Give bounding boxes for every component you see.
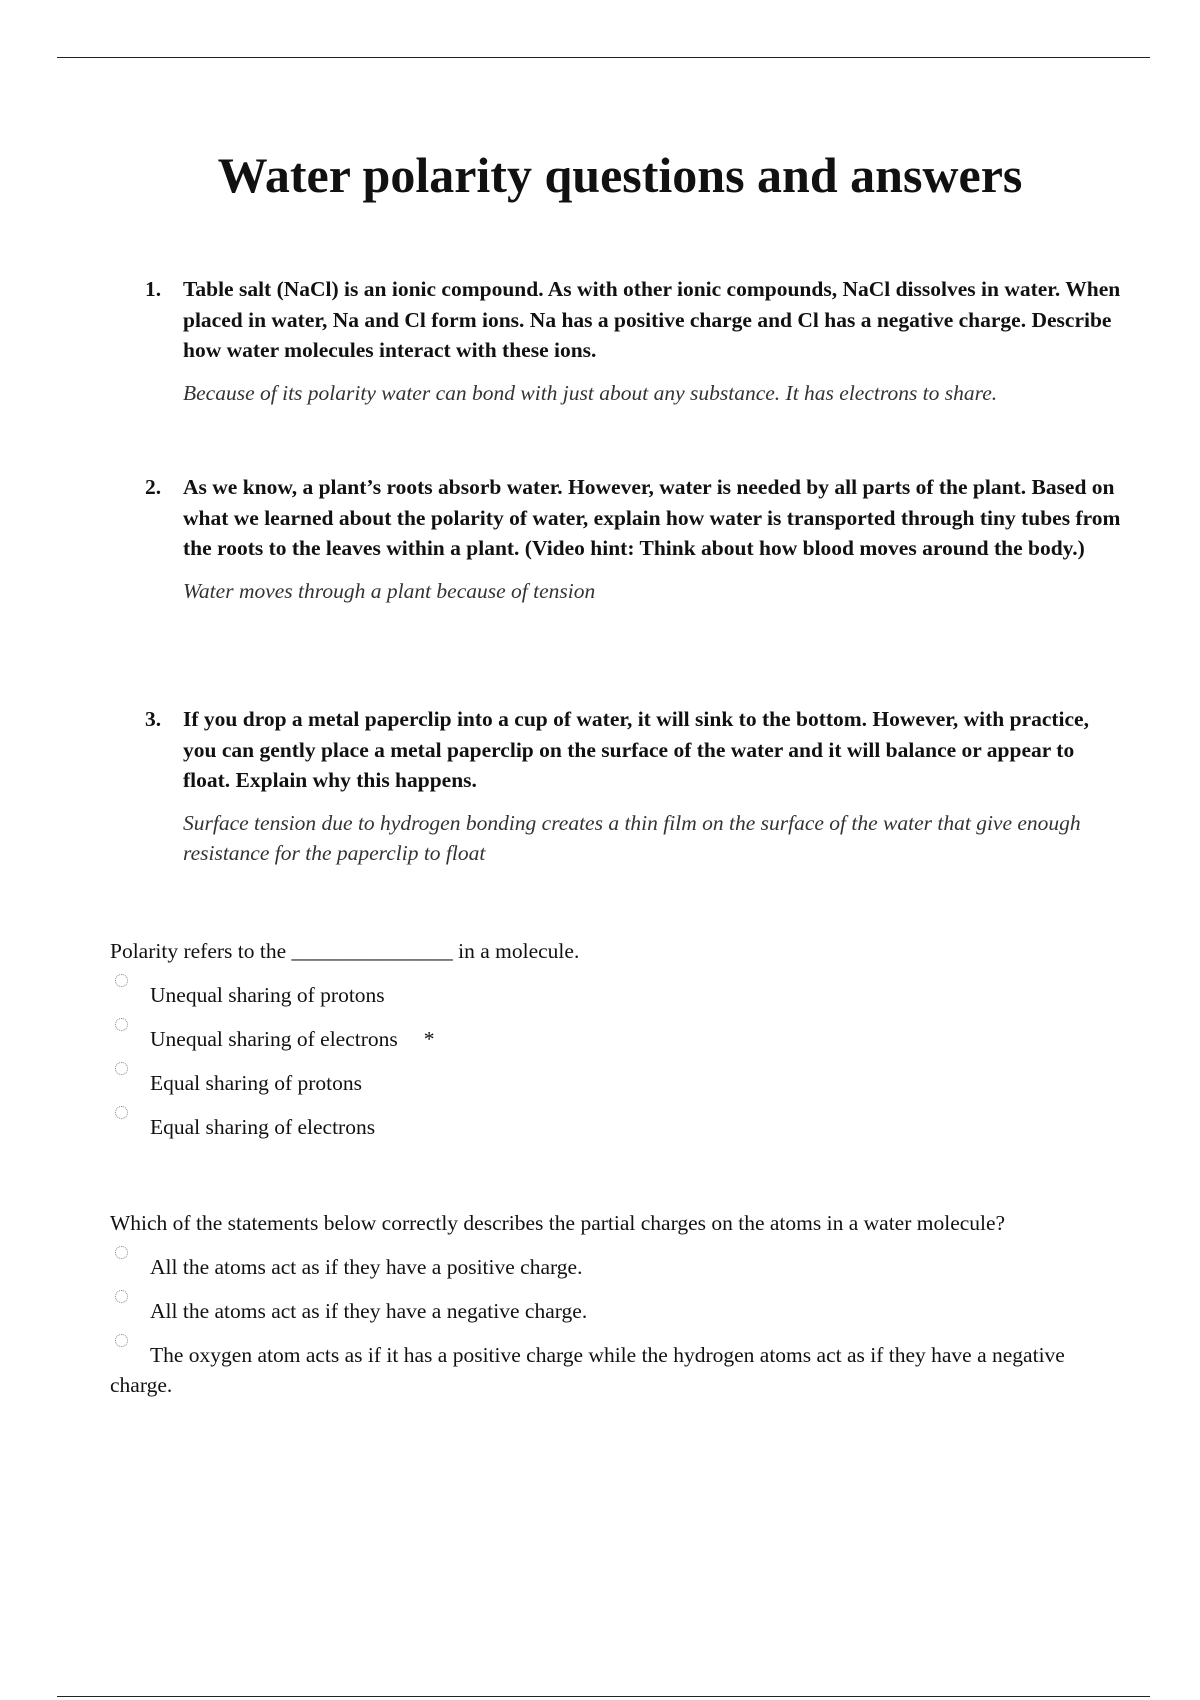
mc-option[interactable]: Unequal sharing of electrons * [110,1024,1130,1054]
radio-button[interactable] [115,974,128,987]
page-title: Water polarity questions and answers [217,147,1023,203]
question-number: 2. [145,475,162,499]
mc-option[interactable]: Unequal sharing of protons [110,980,1130,1010]
question-number: 1. [145,277,162,301]
multiple-choice-1 [110,936,1130,1142]
answer-text: Water moves through a plant because of tension [183,578,596,603]
multiple-choice-2 [110,1208,1130,1400]
radio-button[interactable] [115,1062,128,1075]
mc-prompt: Which of the statements below correctly describes the partial charges on the atoms in a water molecule? [110,1211,1006,1235]
radio-button[interactable] [115,1106,128,1119]
question-text: If you drop a metal paperclip into a cup of water, it will sink to the bottom. However, with practice, you can gently place a metal paperclip on the surface of the water and it will balance or appear to float. Explain why this happens. [183,707,1089,792]
mc-option[interactable]: Equal sharing of electrons [110,1112,1130,1142]
radio-button[interactable] [115,1018,128,1031]
mc-option[interactable]: The oxygen atom acts as if it has a positive charge while the hydrogen atoms act as if they have a negative charge. [110,1340,1130,1400]
bottom-rule [57,1696,1150,1697]
correct-answer-mark: * [423,1027,435,1051]
radio-button[interactable] [115,1246,128,1259]
question-text: Table salt (NaCl) is an ionic compound. As with other ionic compounds, NaCl dissolves in water. When placed in water, Na and Cl form ions. Na has a positive charge and Cl has a negative charge. Describe how water molecules interact with these ions. [183,277,1121,362]
radio-button[interactable] [115,1334,128,1347]
question-1 [145,274,1125,408]
mc-option[interactable]: Equal sharing of protons [110,1068,1130,1098]
mc-prompt: Polarity refers to the _______________ in a molecule. [110,939,580,963]
answer-text: Surface tension due to hydrogen bonding creates a thin film on the surface of the water that give enough resistance for the paperclip to float [183,810,1081,865]
answer-text: Because of its polarity water can bond with just about any substance. It has electrons to share. [183,380,998,405]
top-rule [57,57,1150,58]
mc-option[interactable]: All the atoms act as if they have a negative charge. [110,1296,1130,1326]
question-text: As we know, a plant’s roots absorb water. However, water is needed by all parts of the plant. Based on what we learned about the polarity of water, explain how water is transported through tiny tubes from the roots to the leaves within a plant. (Video hint: Think about how blood moves around the body.) [183,475,1121,560]
question-number: 3. [145,707,162,731]
mc-option[interactable]: All the atoms act as if they have a positive charge. [110,1252,1130,1282]
question-3 [145,704,1125,869]
question-2 [145,472,1125,606]
radio-button[interactable] [115,1290,128,1303]
